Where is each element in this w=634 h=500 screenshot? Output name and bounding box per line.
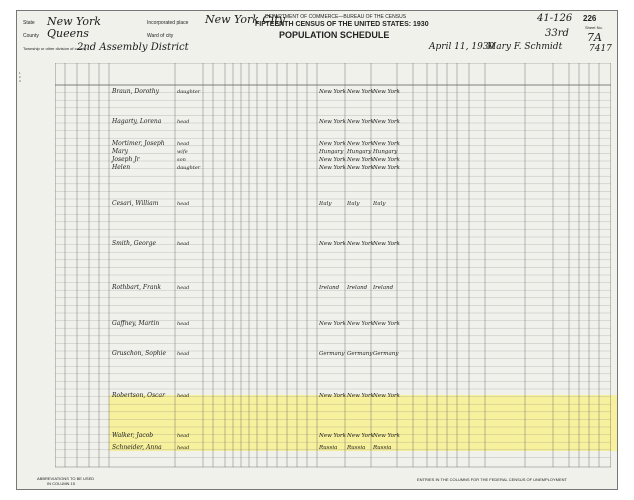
birthplace: New York [347,393,374,399]
birthplace: Hungary [319,149,344,155]
state-label: State [23,20,35,26]
side-number: 7417 [589,44,612,54]
birthplace: New York [373,433,400,439]
relation: head [177,119,190,125]
person-name: Helen [112,164,131,171]
person-name: Mortimer, Joseph [112,140,165,147]
birthplace: New York [319,321,346,327]
relation: head [177,241,190,247]
birthplace: Ireland [347,285,368,291]
person-name: Smith, George [112,240,157,247]
birthplace: Germany [347,351,373,357]
ward-label: Ward of city [147,33,174,39]
birthplace: New York [373,141,400,147]
birthplace: Germany [373,351,399,357]
birthplace: New York [347,433,374,439]
census-title: FIFTEENTH CENSUS OF THE UNITED STATES: 1930 [255,21,429,28]
census-sheet [16,10,618,490]
abbreviations-note: IN COLUMN 15 [47,481,76,486]
birthplace: Hungary [347,149,372,155]
relation: head [177,321,190,327]
bureau-title: DEPARTMENT OF COMMERCE—BUREAU OF THE CENSUS [265,14,407,20]
person-name: Schneider, Anna [112,444,162,451]
birthplace: Hungary [373,149,398,155]
person-name: Walker, Jacob [112,432,154,439]
birthplace: Ireland [373,285,394,291]
township-label: Township or other division of county [23,46,87,51]
birthplace: New York [373,321,400,327]
census-table [55,63,611,483]
line-number-strip: 1 2 3 [19,71,21,83]
birthplace: New York [319,157,346,163]
person-name: Robertson, Oscar [112,392,165,399]
birthplace: New York [373,157,400,163]
township-value: 2nd Assembly District [77,42,189,53]
birthplace: New York [373,165,400,171]
place-value: New York City [205,13,285,26]
birthplace: New York [319,165,346,171]
place-label: Incorporated place [147,20,189,26]
birthplace: Italy [347,201,360,207]
relation: head [177,141,190,147]
enumerated-date: April 11, 1930 [429,42,495,52]
person-name: Joseph Jr [112,156,140,163]
relation: head [177,445,190,451]
schedule-title: POPULATION SCHEDULE [279,30,390,40]
state-value: New York [47,15,101,28]
supervisors-district: 33rd [545,28,569,39]
birthplace: New York [319,141,346,147]
relation: daughter [177,89,201,95]
enumerator-name: Mary F. Schmidt [487,42,563,52]
sheet-number-top: 226 [583,14,597,23]
birthplace: New York [319,393,346,399]
relation: wife [177,149,188,155]
birthplace: Ireland [319,285,340,291]
relation: head [177,285,190,291]
abbreviations-title: ABBREVIATIONS TO BE USED [37,476,95,481]
relation: head [177,201,190,207]
person-name: Rothbart, Frank [112,284,162,291]
relation: daughter [177,165,201,171]
birthplace: New York [347,157,374,163]
birthplace: New York [373,241,400,247]
birthplace: New York [347,165,374,171]
birthplace: New York [319,119,346,125]
birthplace: New York [347,89,374,95]
person-name: Gruschon, Sophie [112,350,167,357]
person-name: Gaffney, Martin [112,320,160,327]
county-label: County [23,33,39,39]
birthplace: Germany [319,351,345,357]
relation: head [177,393,190,399]
county-value: Queens [47,27,89,40]
birthplace: New York [373,89,400,95]
birthplace: New York [373,119,400,125]
birthplace: Russia [319,445,338,451]
birthplace: Italy [319,201,332,207]
birthplace: New York [319,433,346,439]
person-name: Mary [112,148,128,155]
birthplace: New York [347,321,374,327]
birthplace: New York [347,141,374,147]
birthplace: New York [319,241,346,247]
birthplace: New York [373,393,400,399]
person-name: Braun, Dorothy [112,88,159,95]
person-name: Cesari, William [112,200,159,207]
relation: head [177,351,190,357]
unemployment-instructions: ENTRIES IN THE COLUMNS FOR THE FEDERAL CENSUS OF UNEMPLOYMENT [417,477,567,482]
person-name: Hagarty, Lorena [112,118,162,125]
birthplace: New York [347,119,374,125]
enumeration-district: 41-126 [537,13,573,24]
sheet-no-value: 7A [587,31,602,44]
birthplace: Italy [373,201,386,207]
relation: head [177,433,190,439]
birthplace: Russia [347,445,366,451]
birthplace: New York [347,241,374,247]
sheet-no-label: Sheet No. [585,25,603,30]
birthplace: Russia [373,445,392,451]
relation: son [177,157,186,163]
birthplace: New York [319,89,346,95]
